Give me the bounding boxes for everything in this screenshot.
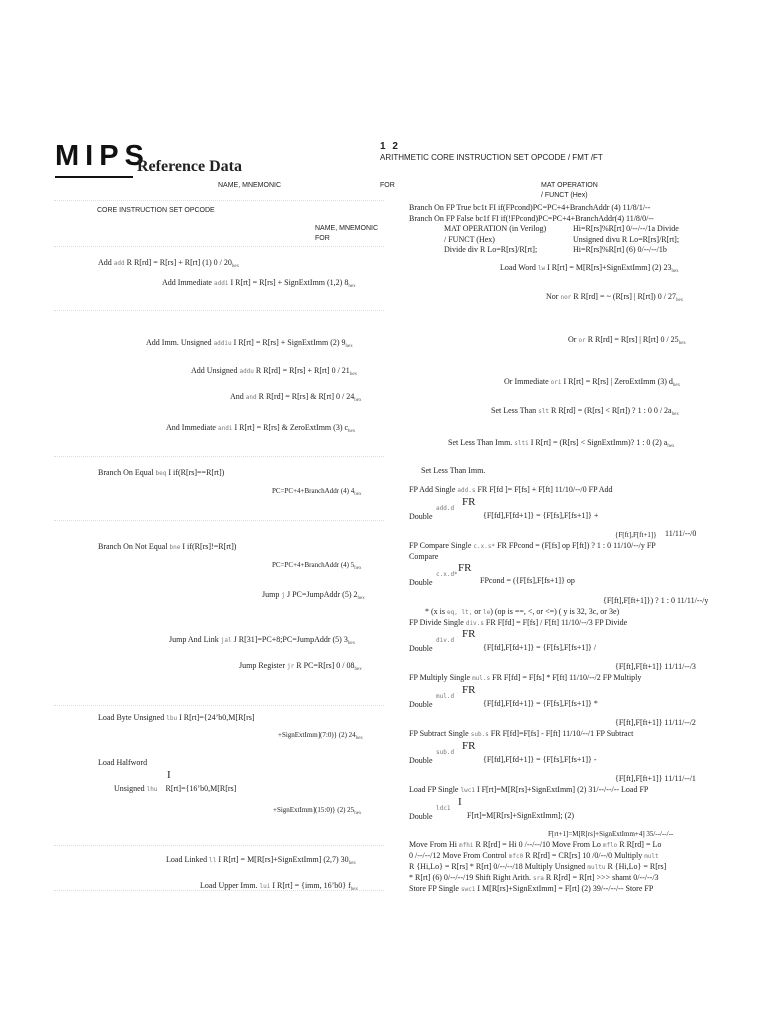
instr-operation: R R[rd] = R[rs] | R[rt] 0 / 25: [587, 335, 679, 344]
col-header-for: FOR: [380, 182, 395, 189]
note-text: * (x is: [425, 607, 445, 616]
hex-subscript: hex: [345, 344, 353, 349]
instr-name: Set Less Than: [491, 406, 537, 415]
hex-subscript: hex: [347, 641, 356, 646]
instr-operation: PC=PC+4+BranchAddr (4) 4: [272, 487, 355, 495]
instr-row-or: [568, 335, 686, 347]
instr-name: Load Upper Imm.: [200, 881, 258, 890]
col-header-name-2: NAME, MNEMONIC: [315, 225, 378, 232]
fp-multiply-single: [409, 673, 641, 683]
instr-operation: * R[rt] (6) 0/--/--/19 Shift Right Arith.: [409, 873, 531, 882]
instr-operation: J PC=JumpAddr (5) 2: [286, 590, 358, 599]
instr-mnemonic: swc1: [460, 886, 476, 893]
instr-name: Add Imm. Unsigned: [146, 338, 212, 347]
divide-row: Divide div R Lo=R[rs]/R[rt];: [444, 245, 538, 254]
instr-mnemonic: addi: [213, 280, 229, 287]
instr-operation: R R[rd] = Lo: [619, 840, 662, 849]
instr-name: FP Divide Single: [409, 618, 464, 627]
format-fr-glyph: FR: [462, 496, 476, 508]
format-i-glyph: I: [167, 769, 171, 781]
funct-hex-header: / FUNCT (Hex): [444, 235, 495, 244]
col-header-funct: / FUNCT (Hex): [541, 192, 588, 199]
instr-operation: 0 /--/--/12 Move From Control: [409, 851, 507, 860]
instr-name: Unsigned: [114, 784, 145, 793]
instr-operation: R PC=R[rs] 0 / 08: [296, 661, 355, 670]
fp-load-double-tail: F[rt+1]=M[R[rs]+SignExtImm+4] 35/--/--/--: [548, 830, 674, 838]
instr-mnemonic: mflo: [602, 842, 618, 849]
instr-name: Branch On Not Equal: [98, 542, 168, 551]
instr-name: FP Add Single: [409, 485, 456, 494]
fp-multiply-double-tail: {F[ft],F[ft+1]} 11/11/--/2: [615, 718, 696, 727]
instr-operation: +SignExtImm](15:0)} (2) 25: [273, 806, 355, 814]
fp-compare-note: [425, 607, 619, 617]
instr-mnemonic: slti: [514, 440, 529, 447]
instr-mnemonic: sra: [533, 875, 544, 882]
hex-subscript: hex: [350, 887, 359, 892]
fp-compare-double-op: FPcond = ({F[fs],F[fs+1]} op: [480, 576, 575, 585]
instr-operation: I M[R[rs]+SignExtImm] = F[rt] (2) 39/--/--/-- Store FP: [477, 884, 654, 893]
mat-op-header: MAT OPERATION (in Verilog): [444, 224, 547, 233]
fp-load-single: [409, 785, 648, 795]
fp-compare-double-tail: {F[ft],F[ft+1]}) ? 1 : 0 11/11/--/y: [603, 596, 709, 605]
instr-mnemonic: ldc1: [436, 805, 451, 812]
instr-row-lhu: [114, 784, 236, 794]
divide-unsigned-hi: Hi=R[rs]%R[rt] (6) 0/--/--/1b: [573, 245, 667, 254]
instr-mnemonic: mult: [644, 853, 659, 860]
instr-row-addi: [162, 278, 356, 290]
note-mnemonic: le: [482, 609, 491, 616]
format-fr-glyph: FR: [462, 628, 476, 640]
instr-operation: PC=PC+4+BranchAddr (4) 5: [272, 561, 355, 569]
fp-load-double-op: F[rt]=M[R[rs]+SignExtImm]; (2): [467, 811, 575, 820]
instr-operation: I if(R[rs]!=R[rt]): [182, 542, 237, 551]
fp-add-double-op: {F[fd],F[fd+1]} = {F[fs],F[fs+1]} +: [483, 511, 599, 520]
instr-row-addiu: [146, 338, 353, 350]
fp-multiply-double-op: {F[fd],F[fd+1]} = {F[fs],F[fs+1]} *: [483, 699, 598, 708]
note-mnemonic: eq, lt,: [447, 609, 473, 616]
fp-double-label: Double: [409, 756, 433, 765]
instr-name: FP Compare Single: [409, 541, 472, 550]
instr-mnemonic: bne: [169, 544, 181, 551]
misc-line-1: [409, 840, 661, 850]
hex-subscript: hex: [357, 596, 365, 601]
instr-row-andi: [166, 423, 355, 435]
col-header-name: NAME, MNEMONIC: [218, 182, 281, 189]
format-fr-glyph: FR: [462, 684, 476, 696]
instr-name: Load Halfword: [98, 758, 148, 767]
instr-mnemonic: beq: [155, 470, 167, 477]
instr-mnemonic: andi: [217, 425, 233, 432]
hex-subscript: hex: [671, 269, 679, 274]
instr-name: FP Multiply Single: [409, 673, 471, 682]
misc-line-2: [409, 851, 659, 861]
instr-name: Jump: [262, 590, 280, 599]
instr-operation: +SignExtImm](7:0)} (2) 24: [278, 731, 356, 739]
instr-operation: R R[rd] = R[rs] + R[rt] 0 / 21: [255, 366, 350, 375]
instr-name: Add Unsigned: [191, 366, 238, 375]
instr-name: And Immediate: [166, 423, 216, 432]
instr-row-lbu: [98, 713, 255, 723]
instr-operation: FR FPcond = (F[fs] op F[ft]) ? 1 : 0 11/10/--/y FP: [497, 541, 656, 550]
fp-branch-false: Branch On FP False bc1f FI if(!FPcond)PC=PC+4+BranchAddr(4) 11/8/0/--: [409, 214, 654, 223]
note-text: or: [474, 607, 481, 616]
instr-operation: I R[rt] = R[rs] + SignExtImm (2) 9: [233, 338, 346, 347]
instr-mnemonic: lui: [259, 883, 271, 890]
instr-name: Branch On Equal: [98, 468, 154, 477]
page-subtitle: Reference Data: [137, 158, 242, 175]
fp-double-label: Double: [409, 812, 433, 821]
instr-row-slt: [491, 406, 679, 418]
hex-subscript: hex: [672, 383, 681, 388]
instr-name: Load Linked: [166, 855, 208, 864]
instr-mnemonic: add.d: [436, 505, 455, 512]
instr-operation: I R[rt] = R[rs] & ZeroExtImm (3) c: [234, 423, 349, 432]
instr-operation: I R[rt] = M[R[rs]+SignExtImm] (2,7) 30: [218, 855, 349, 864]
instr-mnemonic: lbu: [166, 715, 178, 722]
instr-operation: R R[rd] = R[rs] & R[rt] 0 / 24: [258, 392, 355, 401]
fp-divide-single: [409, 618, 627, 628]
instr-mnemonic: slt: [538, 408, 550, 415]
fp-divide-double-op: {F[fd],F[fd+1]} = {F[fs],F[fs+1]} /: [483, 643, 597, 652]
instr-row-ori: [504, 377, 680, 389]
instr-name: Add Immediate: [162, 278, 212, 287]
instr-mnemonic: lwc1: [460, 787, 475, 794]
instr-operation: I R[rt] = (R[rs] < SignExtImm)? 1 : 0 (2) a: [530, 438, 668, 447]
fp-add-single: [409, 485, 613, 495]
instr-mnemonic: or: [578, 337, 586, 344]
fp-subtract-double-tail: {F[ft],F[ft+1]} 11/11/--/1: [615, 774, 696, 783]
instr-mnemonic: j: [281, 592, 285, 599]
instr-mnemonic: ori: [550, 379, 562, 386]
instr-row-lhu-cont: [273, 806, 361, 817]
instr-mnemonic: div.s: [465, 620, 484, 627]
instr-name: Move From Hi: [409, 840, 457, 849]
instr-row-sltiu: [421, 466, 485, 475]
instr-mnemonic: jal: [220, 637, 232, 644]
instr-mnemonic: add: [113, 260, 125, 267]
instr-mnemonic: div.d: [436, 637, 455, 644]
instr-mnemonic: lw: [537, 265, 546, 272]
hex-subscript: hex: [354, 492, 362, 497]
format-fr-glyph: FR: [462, 740, 476, 752]
arith-section-title: ARITHMETIC CORE INSTRUCTION SET OPCODE / FMT /FT: [380, 153, 603, 162]
instr-row-j: [262, 590, 365, 602]
instr-operation: R R[rd] = R[rs] + R[rt] (1) 0 / 20: [126, 258, 232, 267]
instr-name: Or Immediate: [504, 377, 549, 386]
instr-mnemonic: ll: [209, 857, 217, 864]
instr-mnemonic: sub.d: [436, 749, 455, 756]
instr-operation: I if(R[rs]==R[rt]): [168, 468, 225, 477]
instr-mnemonic: mfc0: [508, 853, 524, 860]
instr-row-ll: [166, 855, 356, 867]
divide-unsigned-row: Unsigned divu R Lo=R[rs]/R[rt];: [573, 235, 680, 244]
hex-subscript: hex: [354, 566, 362, 571]
fp-add-double-funct: 11/11/--/0: [665, 529, 697, 538]
instr-operation: R {Hi,Lo} = R[rs]: [607, 862, 667, 871]
instr-mnemonic: mfhi: [459, 842, 474, 849]
instr-operation: R {Hi,Lo} = R[rs] * R[rt] 0/--/--/18 Multiply Unsigned: [409, 862, 586, 871]
instr-name: Store FP Single: [409, 884, 459, 893]
instr-row-lhu-label: [98, 758, 147, 767]
instr-mnemonic: c.x.d*: [436, 571, 458, 578]
fp-divide-double-tail: {F[ft],F[ft+1]} 11/11/--/3: [615, 662, 696, 671]
instr-mnemonic: multu: [587, 864, 606, 871]
logo-underline: [55, 176, 133, 178]
instr-mnemonic: addiu: [213, 340, 232, 347]
instr-mnemonic: sub.s: [470, 731, 489, 738]
fp-subtract-single: [409, 729, 633, 739]
instr-operation: FR F[fd] = F[fs] / F[ft] 11/10/--/3 FP Divide: [485, 618, 628, 627]
instr-mnemonic: jr: [287, 663, 295, 670]
hex-subscript: hex: [671, 412, 679, 417]
hex-subscript: hex: [354, 398, 362, 403]
instr-operation: I R[rt] = R[rs] | ZeroExtImm (3) d: [563, 377, 673, 386]
hex-subscript: hex: [348, 429, 356, 434]
instr-row-jal: [169, 635, 355, 647]
instr-mnemonic: lhu: [146, 786, 158, 793]
note-text: ) (op is ==, <, or <=) ( y is 32, 3c, or 3e): [490, 607, 620, 616]
instr-name: Load Byte Unsigned: [98, 713, 165, 722]
instr-row-bne: [98, 542, 236, 552]
instr-operation: R R[rd] = (R[rs] < R[rt]) ? 1 : 0 0 / 2a: [551, 406, 672, 415]
hex-subscript: hex: [354, 811, 362, 816]
instr-mnemonic: add.s: [457, 487, 476, 494]
fp-double-label: Double: [409, 512, 433, 521]
instr-name: Add: [98, 258, 112, 267]
instr-operation: R R[rd] = R[rt] >>> shamt 0/--/--/3: [545, 873, 659, 882]
misc-line-5: [409, 884, 653, 894]
instr-row-addu: [191, 366, 357, 378]
instr-row-beq: [98, 468, 224, 478]
instr-mnemonic: mul.s: [472, 675, 491, 682]
instr-row-beq-cont: [272, 487, 361, 498]
format-i-glyph: I: [458, 796, 462, 808]
instr-mnemonic: and: [245, 394, 257, 401]
misc-line-3: [409, 862, 666, 872]
instr-operation: R R[rd] = ~ (R[rs] | R[rt]) 0 / 27: [573, 292, 676, 301]
col-header-for-2: FOR: [315, 235, 330, 242]
fp-double-label: Double: [409, 700, 433, 709]
fp-branch-true: Branch On FP True bc1t FI if(FPcond)PC=PC+4+BranchAddr (4) 11/8/1/--: [409, 203, 651, 212]
instr-row-jr: [239, 661, 362, 673]
instr-mnemonic: mul.d: [436, 693, 455, 700]
instr-operation: J R[31]=PC+8;PC=JumpAddr (5) 3: [233, 635, 348, 644]
instr-name: Jump And Link: [169, 635, 219, 644]
instr-operation: I R[rt] = M[R[rs]+SignExtImm] (2) 23: [547, 263, 672, 272]
instr-operation: I R[rt]={24’b0,M[R[rs]: [179, 713, 255, 722]
fp-subtract-double-op: {F[fd],F[fd+1]} = {F[fs],F[fs+1]} -: [483, 755, 597, 764]
instr-name: Jump Register: [239, 661, 285, 670]
hex-subscript: hex: [348, 861, 356, 866]
instr-operation: R R[rd] = Hi 0 /--/--/10 Move From Lo: [475, 840, 601, 849]
instr-row-bne-cont: [272, 561, 361, 572]
fp-compare-label: Compare: [409, 552, 439, 561]
instr-operation: I R[rt] = R[rs] + SignExtImm (1,2) 8: [230, 278, 349, 287]
instr-operation: R R[rd] = CR[rs] 10 /0/--/0 Multiply: [525, 851, 643, 860]
instr-name: And: [230, 392, 244, 401]
instr-row-add: [98, 258, 239, 270]
instr-operation: FR F[fd ]= F[fs] + F[ft] 11/10/--/0 FP Add: [477, 485, 613, 494]
fp-double-label: Double: [409, 578, 433, 587]
hex-subscript: hex: [231, 264, 240, 269]
instr-row-lw: [500, 263, 679, 275]
hex-subscript: hex: [678, 341, 686, 346]
hex-subscript: hex: [349, 372, 358, 377]
instr-operation: I R[rt] = {imm, 16’b0} f: [272, 881, 351, 890]
fp-double-label: Double: [409, 644, 433, 653]
instr-operation: R[rt]={16’b0,M[R[rs]: [165, 784, 237, 793]
instr-name: Load Word: [500, 263, 536, 272]
fp-add-double-ft: {F[ft],F[ft+1]}: [615, 531, 657, 539]
divide-row-hi: Hi=R[rs]%R[rt] 0/--/--/1a Divide: [573, 224, 679, 233]
hex-subscript: hex: [354, 667, 362, 672]
format-fr-glyph: FR: [458, 562, 472, 574]
instr-name: Nor: [546, 292, 559, 301]
instr-operation: I F[rt]=M[R[rs]+SignExtImm] (2) 31/--/--/-- Load FP: [476, 785, 649, 794]
instr-row-slti: [448, 438, 675, 450]
instr-name: Set Less Than Imm.: [421, 466, 486, 475]
misc-line-4: [409, 873, 659, 883]
instr-operation: FR F[fd] = F[fs] * F[ft] 11/10/--/2 FP Multiply: [492, 673, 642, 682]
hex-subscript: hex: [348, 284, 356, 289]
hex-subscript: hex: [355, 736, 363, 741]
instr-row-lbu-cont: [278, 731, 363, 742]
instr-name: Set Less Than Imm.: [448, 438, 513, 447]
instr-row-lui: [200, 881, 358, 893]
instr-name: Or: [568, 335, 577, 344]
instr-name: Load FP Single: [409, 785, 459, 794]
instr-operation: FR F[fd]=F[fs] - F[ft] 11/10/--/1 FP Subtract: [490, 729, 634, 738]
mips-logo: MIPS: [55, 140, 150, 172]
instr-row-nor: [546, 292, 683, 304]
col-header-mat: MAT OPERATION: [541, 182, 598, 189]
hex-subscript: hex: [667, 444, 675, 449]
instr-mnemonic: addu: [239, 368, 254, 375]
page-number: 1 2: [380, 141, 400, 152]
instr-row-and: [230, 392, 361, 404]
instr-name: FP Subtract Single: [409, 729, 469, 738]
hex-subscript: hex: [675, 298, 684, 303]
core-section-title: CORE INSTRUCTION SET OPCODE: [97, 207, 215, 214]
instr-mnemonic: c.x.s*: [473, 543, 496, 550]
fp-compare-single: [409, 541, 656, 551]
instr-mnemonic: nor: [560, 294, 572, 301]
